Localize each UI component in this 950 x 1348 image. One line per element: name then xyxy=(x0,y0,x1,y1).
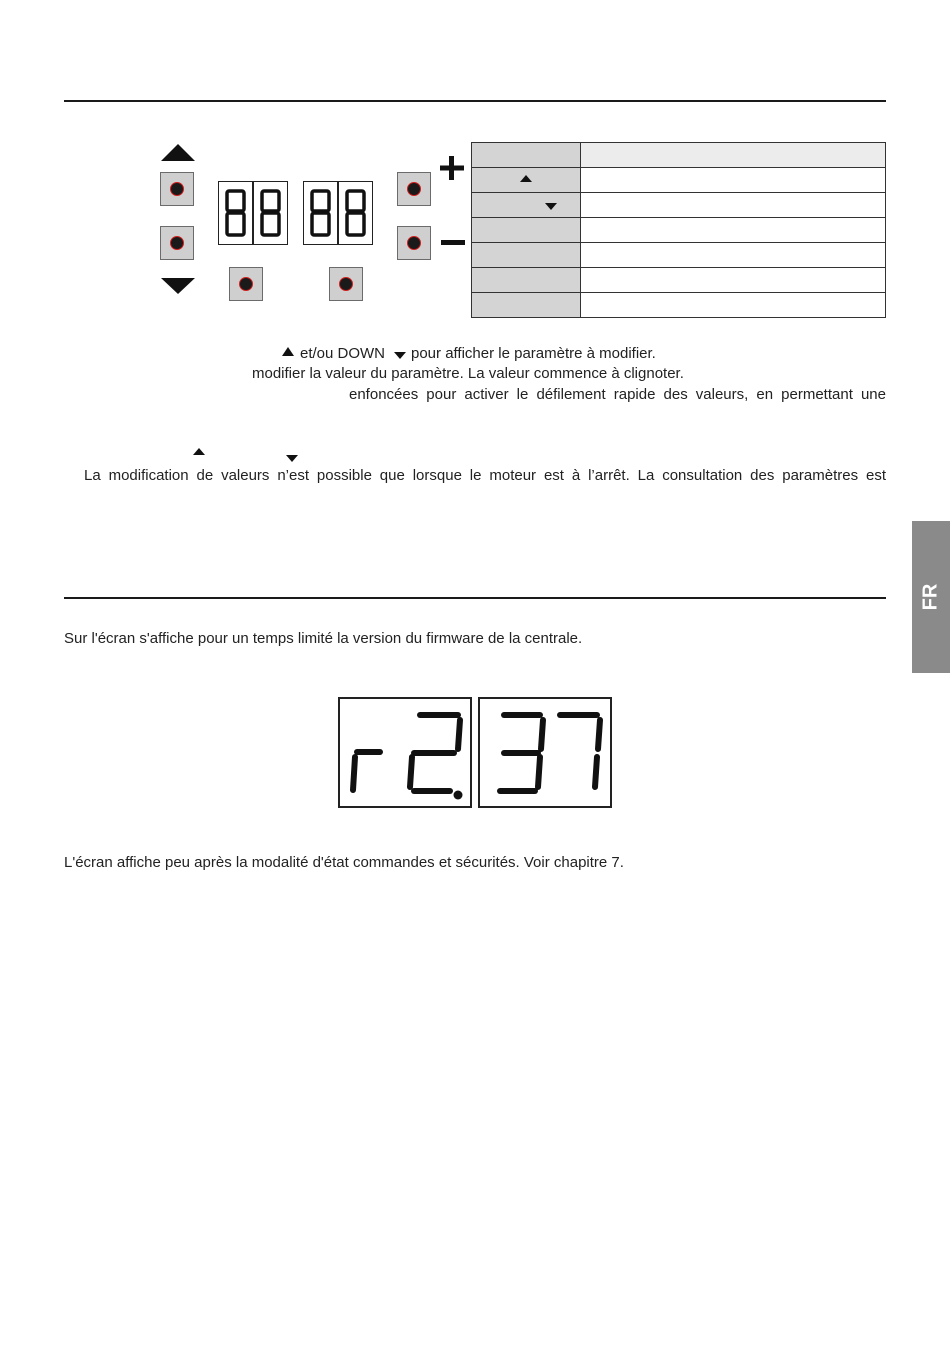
small-down-arrow-icon xyxy=(285,455,299,463)
language-tab[interactable] xyxy=(912,521,950,673)
segment-r2-icon xyxy=(340,699,470,806)
segment-8-icon xyxy=(219,182,252,244)
segment-8-icon xyxy=(254,182,287,244)
up-button[interactable] xyxy=(160,172,194,206)
table-key-cell xyxy=(472,243,581,268)
led-icon xyxy=(339,277,353,291)
table-key-cell xyxy=(472,268,581,293)
firmware-display-right xyxy=(478,697,612,808)
instruction-line-2: modifier la valeur du paramètre. La valeur commence à clignoter. xyxy=(252,365,684,382)
table-value-cell xyxy=(581,168,886,193)
arrow-down-icon xyxy=(160,276,196,296)
table-key-cell xyxy=(472,218,581,243)
small-up-arrow-icon xyxy=(281,347,295,357)
table-value-cell xyxy=(581,293,886,318)
table-value-cell xyxy=(581,193,886,218)
language-tab-label: FR xyxy=(919,583,942,611)
display-digit-1 xyxy=(218,181,253,245)
status-text: L'écran affiche peu après la modalité d'état commandes et sécurités. Voir chapitre 7. xyxy=(64,854,624,871)
right-bottom-button[interactable] xyxy=(329,267,363,301)
table-key-cell xyxy=(472,193,581,218)
led-icon xyxy=(239,277,253,291)
table-row xyxy=(472,243,886,268)
table-key-cell xyxy=(472,293,581,318)
firmware-text: Sur l'écran s'affiche pour un temps limité la version du firmware de la centrale. xyxy=(64,630,583,647)
small-down-arrow-icon xyxy=(544,203,558,211)
firmware-display-left xyxy=(338,697,472,808)
led-icon xyxy=(170,182,184,196)
small-down-arrow-icon xyxy=(393,352,407,360)
table-row xyxy=(472,218,886,243)
display-digit-4 xyxy=(338,181,373,245)
minus-button[interactable] xyxy=(397,226,431,260)
table-value-cell xyxy=(581,218,886,243)
plus-icon xyxy=(439,155,465,181)
table-row xyxy=(472,268,886,293)
table-value-cell xyxy=(581,143,886,168)
parameter-table xyxy=(471,142,886,318)
small-up-arrow-icon xyxy=(519,175,533,183)
instruction-line-1b: pour afficher le paramètre à modifier. xyxy=(411,345,656,362)
table-row xyxy=(472,168,886,193)
led-icon xyxy=(170,236,184,250)
instruction-line-1a: et/ou DOWN xyxy=(300,345,386,362)
left-bottom-button[interactable] xyxy=(229,267,263,301)
led-icon xyxy=(407,236,421,250)
table-row xyxy=(472,193,886,218)
display-digit-3 xyxy=(303,181,338,245)
segment-8-icon xyxy=(339,182,372,244)
note-text: La modification de valeurs n’est possible que lorsque le moteur est à l’arrêt. La consultation des paramètres est xyxy=(84,467,886,484)
table-row xyxy=(472,143,886,168)
plus-button[interactable] xyxy=(397,172,431,206)
section-rule xyxy=(64,597,886,599)
top-rule xyxy=(64,100,886,102)
led-icon xyxy=(407,182,421,196)
down-button[interactable] xyxy=(160,226,194,260)
table-row xyxy=(472,293,886,318)
instruction-line-3: enfoncées pour activer le défilement rapide des valeurs, en permettant une xyxy=(349,386,886,403)
segment-37-icon xyxy=(480,699,610,806)
display-digit-2 xyxy=(253,181,288,245)
arrow-up-icon xyxy=(160,143,196,163)
minus-icon xyxy=(441,239,465,247)
table-key-cell xyxy=(472,143,581,168)
small-up-arrow-icon xyxy=(192,448,206,456)
segment-8-icon xyxy=(304,182,337,244)
table-value-cell xyxy=(581,243,886,268)
table-value-cell xyxy=(581,268,886,293)
table-key-cell xyxy=(472,168,581,193)
